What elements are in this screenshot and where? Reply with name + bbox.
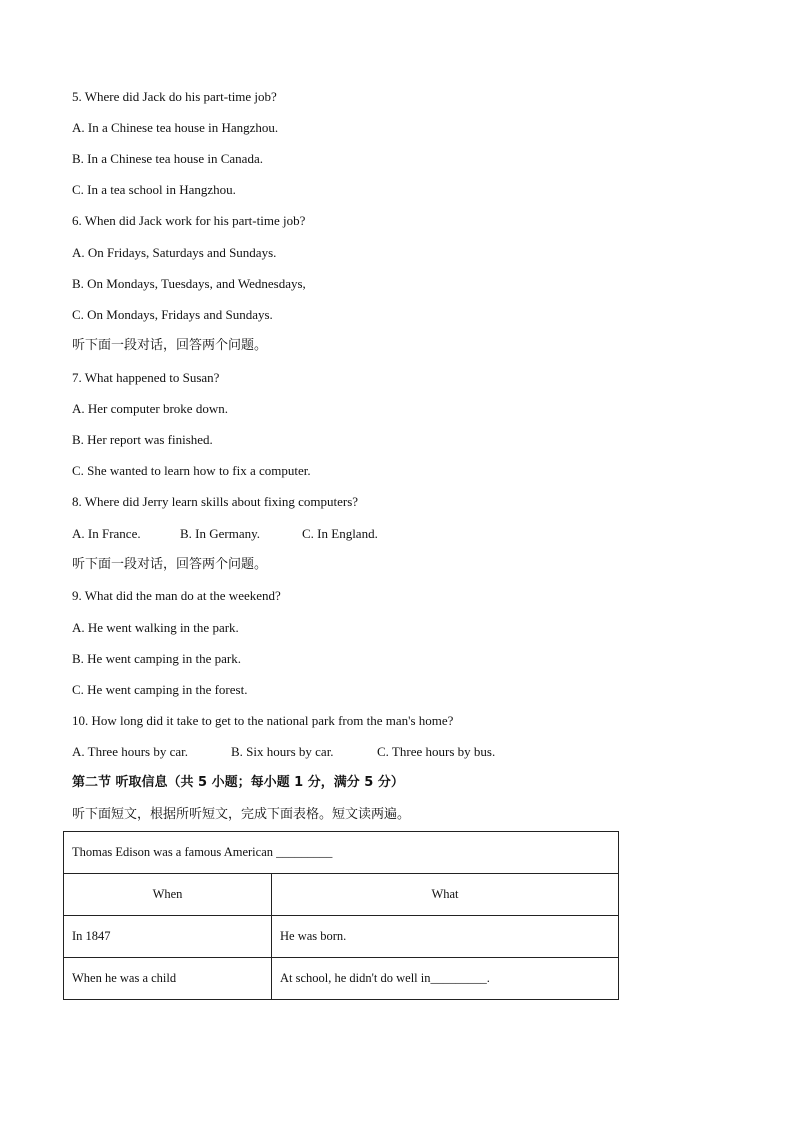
table-header-row [64, 874, 619, 916]
q8-options [72, 526, 378, 542]
q10-option-a: A. Three hours by car. [72, 744, 189, 759]
q5-option-b: B. In a Chinese tea house in Canada. [72, 151, 263, 166]
q10-options [72, 744, 495, 760]
q7-option-c: C. She wanted to learn how to fix a computer. [72, 463, 311, 478]
q8-option-c: C. In England. [302, 526, 378, 541]
table-row [64, 916, 619, 958]
table-row [64, 958, 619, 1000]
question-7: 7. What happened to Susan? [72, 370, 220, 385]
table-title: Thomas Edison was a famous American _________ [64, 832, 619, 874]
q10-option-b: B. Six hours by car. [231, 744, 334, 759]
q8-option-a: A. In France. [72, 526, 141, 541]
section-instruction: 听下面短文，根据所听短文，完成下面表格。短文读两遍。 [72, 807, 411, 822]
q9-option-a: A. He went walking in the park. [72, 620, 239, 635]
q7-option-a: A. Her computer broke down. [72, 401, 228, 416]
q5-option-c: C. In a tea school in Hangzhou. [72, 182, 236, 197]
cell-when: When he was a child [64, 958, 272, 1000]
q5-option-a: A. In a Chinese tea house in Hangzhou. [72, 120, 279, 135]
table-title-row [64, 832, 619, 874]
question-5: 5. Where did Jack do his part-time job? [72, 89, 277, 104]
q8-option-b: B. In Germany. [180, 526, 261, 541]
q6-option-b: B. On Mondays, Tuesdays, and Wednesdays, [72, 276, 306, 291]
header-what: What [272, 874, 619, 916]
dialogue-instruction: 听下面一段对话，回答两个问题。 [72, 557, 268, 572]
section-title: 第二节 听取信息（共 5 小题；每小题 1 分，满分 5 分） [72, 775, 404, 790]
question-10: 10. How long did it take to get to the national park from the man's home? [72, 713, 454, 728]
q7-option-b: B. Her report was finished. [72, 432, 213, 447]
dialogue-instruction: 听下面一段对话，回答两个问题。 [72, 338, 268, 353]
cell-what: He was born. [272, 916, 619, 958]
cell-when: In 1847 [64, 916, 272, 958]
q6-option-c: C. On Mondays, Fridays and Sundays. [72, 307, 273, 322]
question-6: 6. When did Jack work for his part-time job? [72, 213, 306, 228]
header-when: When [64, 874, 272, 916]
q10-option-c: C. Three hours by bus. [377, 744, 496, 759]
q6-option-a: A. On Fridays, Saturdays and Sundays. [72, 245, 277, 260]
question-8: 8. Where did Jerry learn skills about fixing computers? [72, 494, 359, 509]
question-9: 9. What did the man do at the weekend? [72, 588, 281, 603]
cell-what: At school, he didn't do well in_________. [272, 958, 619, 1000]
q9-option-c: C. He went camping in the forest. [72, 682, 248, 697]
info-table [63, 831, 619, 1000]
q9-option-b: B. He went camping in the park. [72, 651, 241, 666]
